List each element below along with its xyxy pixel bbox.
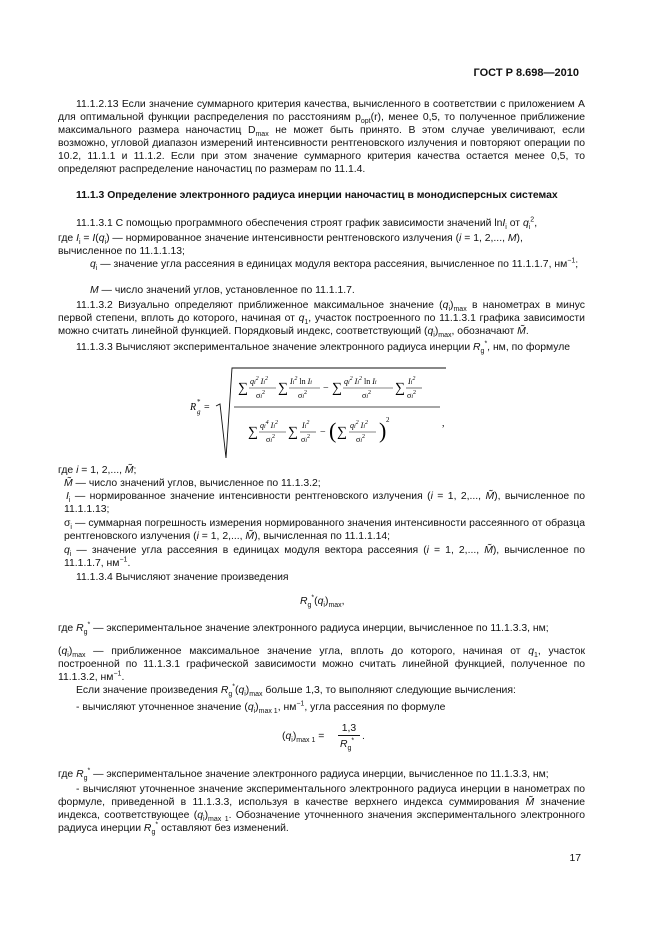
- svg-text:−: −: [320, 427, 326, 438]
- svg-text:σi2: $\sigma i^2$: [256, 390, 265, 400]
- section-heading-11-1-3: 11.1.3 Определение электронного радиуса инерции наночастиц в монодисперсных системах: [76, 190, 558, 201]
- formula-lhs: R: [190, 402, 197, 413]
- svg-text:Ii2: Ii$^2$: [408, 376, 416, 386]
- svg-text:∑: ∑: [278, 381, 288, 396]
- svg-text:∑: ∑: [248, 425, 258, 440]
- paragraph-11-1-3-4: 11.1.3.4 Вычисляют значение произведения: [76, 572, 289, 583]
- paragraph-11-1-3-2: 11.1.3.2 Визуально определяют приближенное максимальное значение $(q_i)_{max}$ в нанометрах в минус первой степени, вплоть до которого, начиная от $q_1$, участок построенного по 11.1.3.1 графика зависимости можно считать линейной функцией. Порядковый индекс, соответствующий $(q_i)_{max}$, обозначают M̃.: [58, 300, 585, 340]
- bullet-refine-radius: - вычисляют уточненное значение экспериментального электронного радиуса инерции в нанометрах по формуле, приведенной в 11.1.3.3, используя в качестве верхнего индекса суммирования M̃ значение индекса, соответствующее $(q_i)_{max 1}$. Обозначение уточненного значения экспериментального электронного радиуса инерции $R_g^*$ оставляют без изменений.: [58, 784, 586, 837]
- definition-sigma: $\sigma_i$ — суммарная погрешность измерения нормированного значения интенсивности рассеянного от образца рентгеновского излучения (i = 1, 2,..., M̃), вычисленная по 11.1.1.14;: [64, 518, 585, 542]
- product-formula: $R_g^*(q_i)_{max}$,: [300, 594, 345, 610]
- svg-text:∑: ∑: [337, 425, 347, 440]
- paragraph-11-1-3-3: 11.1.3.3 Вычисляют экспериментальное значение электронного радиуса инерции $R_g^*$, нм, по формуле: [76, 340, 571, 356]
- svg-text:∑: ∑: [395, 381, 405, 396]
- definition-M-tilde: M̃ — число значений углов, вычисленное по 11.1.3.2;: [64, 478, 321, 489]
- svg-text:(: (: [329, 418, 337, 443]
- paragraph-11-1-3-1: 11.1.3.1 С помощью программного обеспечения строят график зависимости значений lnI$_i$ от $q_i^2$,: [76, 216, 538, 232]
- svg-text:Ii2: Ii$^2$: [302, 420, 310, 430]
- svg-text:): ): [379, 418, 387, 443]
- refined-q-numerator: 1,3: [338, 722, 360, 736]
- svg-text:σi2: $\sigma i^2$: [298, 390, 307, 400]
- svg-text:−: −: [323, 383, 329, 394]
- svg-text:σi2: $\sigma i^2$: [407, 390, 416, 400]
- definition-q-max: $(q_i)_{max}$ — приближенное максимальное значение угла, вплоть до которого, начиная от $q_1$, участок построенной по 11.1.3.1 графической зависимости можно считать линейной функцией, полученное по 11.1.3.2, $нм^{-1}$.: [58, 646, 585, 683]
- svg-text:qi2 Ii2: $qi^2$ Ii$^2$: [250, 376, 269, 386]
- definition-M: M — число значений углов, установленное по 11.1.1.7.: [90, 285, 355, 296]
- definition-q: $q_i$ — значение угла рассеяния в единицах модуля вектора рассеяния, вычисленное по 11.1.1.7, $нм^{-1}$;: [90, 257, 579, 273]
- condition-paragraph: Если значение произведения $R_g^*(q_i)_{max}$ больше 1,3, то выполняют следующие вычисления:: [76, 683, 516, 699]
- svg-text:*: *: [197, 398, 201, 406]
- refined-q-formula: $(q_i)_{max 1}$ = 1,3 $R_g^*$ .: [282, 723, 365, 753]
- page-number: 17: [569, 853, 581, 864]
- svg-text:=: =: [204, 402, 210, 413]
- svg-text:∑: ∑: [238, 381, 248, 396]
- definition-I: где $I_i = I(q_i)$ — нормированное значение интенсивности рентгеновского излучения (i = 1, 2,..., M), вычисленное по 11.1.1.13;: [58, 233, 523, 257]
- svg-text:2: 2: [386, 416, 390, 424]
- svg-text:g: g: [197, 408, 201, 416]
- definition-Rg-2: где $R_g^*$ — экспериментальное значение электронного радиуса инерции, вычисленное по 11.1.3.3, нм;: [58, 767, 549, 783]
- svg-text:,: ,: [442, 418, 445, 429]
- svg-text:Ii2 ln Ii: Ii$^2$ ln Ii: [290, 376, 312, 386]
- bullet-refine-q: - вычисляют уточненное значение $(q_i)_{max 1}$, $нм^{-1}$, угла рассеяния по формуле: [76, 700, 446, 716]
- definition-Rg: где $R_g^*$ — экспериментальное значение электронного радиуса инерции, вычисленное по 11.1.3.3, нм;: [58, 621, 549, 637]
- radius-of-gyration-formula: [190, 366, 450, 462]
- definition-I-norm: $I_i$ — нормированное значение интенсивности рентгеновского излучения (i = 1, 2,..., M̃), вычисленное по 11.1.1.13;: [64, 491, 585, 515]
- document-id: ГОСТ Р 8.698—2010: [473, 67, 579, 79]
- svg-text:σi2: $\sigma i^2$: [362, 390, 371, 400]
- svg-text:∑: ∑: [288, 425, 298, 440]
- svg-text:σi2: $\sigma i^2$: [356, 434, 365, 444]
- definition-q-scatter: $q_i$ — значение угла рассеяния в единицах модуля вектора рассеяния (i = 1, 2,..., M̃), вычисленное по 11.1.1.7, $нм^{-1}$.: [64, 545, 585, 569]
- svg-text:σi2: $\sigma i^2$: [266, 434, 275, 444]
- svg-text:qi4 Ii2: $qi^4$ Ii$^2$: [260, 420, 279, 430]
- svg-text:qi2 Ii2 ln Ii: $qi^2$ Ii$^2$ ln Ii: [344, 376, 377, 386]
- paragraph-11-1-2-13: 11.1.2.13 Если значение суммарного критерия качества, вычисленного в соответствии с приложением А для оптимальной функции распределения по расстояниям $p_{opt}(r)$, менее 0,5, то полученное приближение максимального размера наночастиц $D_{max}$ не может быть принято. В этом случае увеличивают, если возможно, угловой диапазон измерений интенсивности рентгеновского излучения и повторяют операции по 10.2, 11.1.1 и 11.1.2. Если при этом значение суммарного критерия качества остается менее 0,5, то определяют распределение наночастиц по размерам по 11.1.4.: [58, 99, 585, 175]
- definition-i-range: где i = 1, 2,..., M̃;: [58, 465, 137, 476]
- svg-text:qi2 Ii2: $qi^2$ Ii$^2$: [350, 420, 369, 430]
- svg-text:∑: ∑: [332, 381, 342, 396]
- svg-text:σi2: $\sigma i^2$: [301, 434, 310, 444]
